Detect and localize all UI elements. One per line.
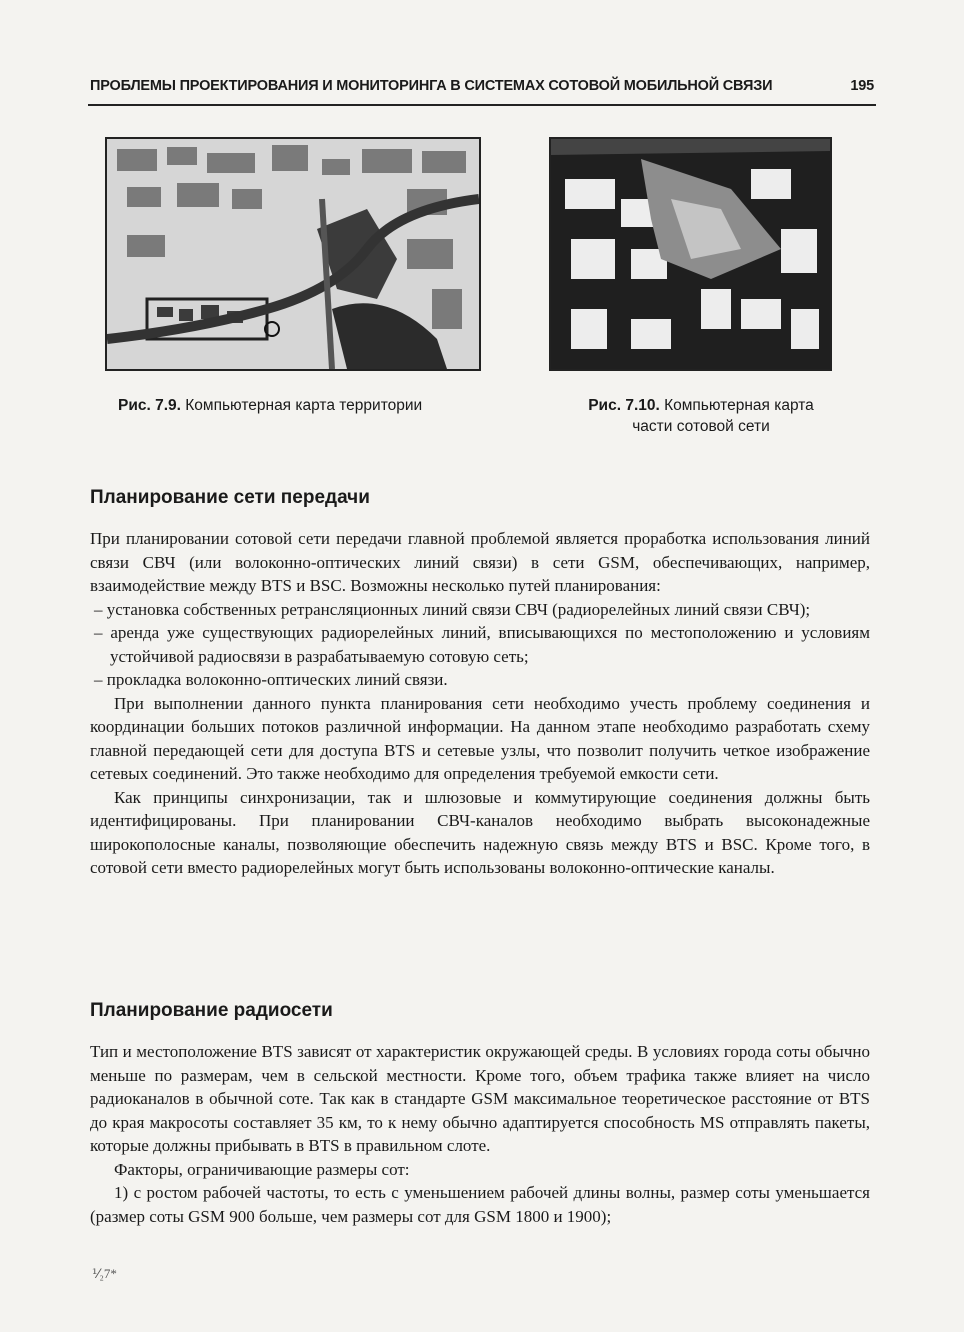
paragraph: При выполнении данного пункта планирования сети необходимо учесть проблему соединения и координации больших потоков различной информации. На данном этапе необходимо разработать схему главной передающей сети для доступа BTS и сетевые узлы, что позволит получить четкое изображение сетевых соединений. Это также необходимо для определения требуемой емкости сети. — [90, 693, 870, 783]
figure-7-9-caption — [118, 395, 422, 416]
territory-map-image — [107, 139, 479, 369]
paragraph: Как принципы синхронизации, так и шлюзовые и коммутирующие соединения должны быть идентифицированы. При планировании СВЧ-каналов необходимо выбрать высоконадежные широкополосные каналы, позволяющие обеспечить надежную связь между BTS и BSC. Кроме того, в сотовой сети вместо радиорелейных могут быть использованы волоконно-оптические каналы. — [90, 787, 870, 877]
figure-7-9-text: Компьютерная карта территории — [185, 397, 423, 414]
figure-7-10-text-line1: Компьютерная карта — [664, 397, 814, 414]
figure-network-map — [549, 137, 832, 371]
figure-7-10-caption — [566, 395, 836, 437]
section-1-body — [90, 527, 870, 880]
section-2-body — [90, 1040, 870, 1228]
network-map-image — [551, 139, 830, 369]
section-heading-transmission-network: Планирование сети передачи — [90, 487, 370, 508]
list-item: – установка собственных ретрансляционных линий связи СВЧ (радиорелейных линий связи СВЧ); — [94, 599, 811, 619]
list-item: – аренда уже существующих радиорелейных линий, вписывающихся по местоположению и условиям устойчивой радиосвязи в разрабатываемую сотовую сеть; — [94, 623, 870, 666]
paragraph: 1) с ростом рабочей частоты, то есть с уменьшением рабочей длины волны, размер соты уменьшается (размер соты GSM 900 больше, чем размеры сот для GSM 1800 и 1900); — [90, 1183, 870, 1226]
page-number: 195 — [850, 78, 874, 94]
paragraph: Тип и местоположение BTS зависят от характеристик окружающей среды. В условиях города соты обычно меньше по размерам, чем в сельской местности. Кроме того, объем трафика также влияет на число радиоканалов в обычной соте. Так как в стандарте GSM максимальное теоретическое расстояние от BTS до края макросоты составляет 35 км, то к нему обычно адаптируется способность MS отправлять пакеты, которые должны прибывать в BTS в правильном слоте. — [90, 1042, 870, 1155]
running-header — [90, 78, 874, 94]
paragraph: Факторы, ограничивающие размеры сот: — [114, 1159, 410, 1179]
figure-territory-map — [105, 137, 481, 371]
figure-7-10-label: Рис. 7.10. — [588, 397, 660, 414]
header-rule — [88, 104, 876, 106]
list-item: – прокладка волоконно-оптических линий связи. — [94, 670, 448, 689]
paragraph: При планировании сотовой сети передачи главной проблемой является проработка использования линий связи СВЧ (или волоконно-оптических линий связи) в сети GSM, обеспечивающих, например, взаимодействие между BTS и BSC. Возможны несколько путей планирования: — [90, 529, 870, 595]
running-header-title: ПРОБЛЕМЫ ПРОЕКТИРОВАНИЯ И МОНИТОРИНГА В СИСТЕМАХ СОТОВОЙ МОБИЛЬНОЙ СВЯЗИ — [90, 78, 773, 94]
page-signature: ⅟₂7* — [92, 1266, 117, 1281]
figure-7-9-label: Рис. 7.9. — [118, 397, 181, 414]
figure-7-10-text-line2: части сотовой сети — [632, 418, 770, 435]
section-heading-radio-network: Планирование радиосети — [90, 1000, 333, 1021]
